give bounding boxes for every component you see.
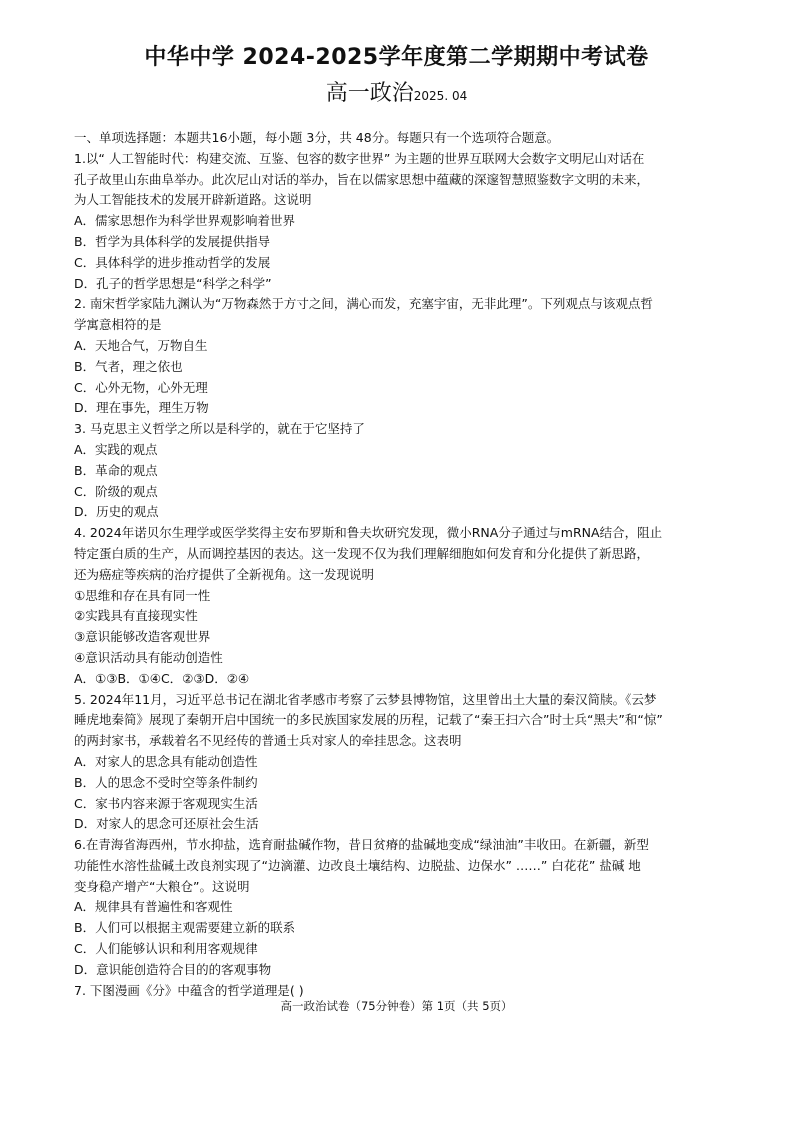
- text-line: 睡虎地秦简》展现了秦朝开启中国统一的多民族国家发展的历程，记载了“秦王扫六合”时士兵“黑夫”和“惊”: [74, 712, 663, 728]
- text-line: D．意识能创造符合目的的客观事物: [74, 961, 272, 977]
- text-line: 孔子故里山东曲阜举办。此次尼山对话的举办，旨在以儒家思想中蕴藏的深邃智慧照鉴数字文明的未来，: [74, 171, 650, 187]
- text-line: D．理在事先，理生万物: [74, 400, 209, 416]
- text-line: C．心外无物，心外无理: [74, 379, 208, 395]
- text-line: B．革命的观点: [74, 462, 158, 478]
- page-footer: 高一政治试卷（75分钟卷）第 1页（共 5页）: [280, 999, 513, 1013]
- text-line: 一、单项选择题：本题共16小题，每小题 3分，共 48分。每题只有一个选项符合题意。: [74, 130, 560, 145]
- text-line: 的两封家书，承载着名不见经传的普通士兵对家人的牵挂思念。这表明: [74, 733, 462, 749]
- exam-date: 2025. 04: [413, 89, 468, 103]
- exam-title: 中华中学 2024-2025学年度第二学期期中考试卷: [144, 45, 649, 70]
- text-line: A．实践的观点: [74, 441, 158, 457]
- text-line: 特定蛋白质的生产，从而调控基因的表达。这一发现不仅为我们理解细胞如何发育和分化提供了新思路，: [74, 545, 650, 561]
- text-line: 学寓意相符的是: [74, 317, 162, 333]
- text-line: 还为癌症等疾病的治疗提供了全新视角。这一发现说明: [74, 566, 375, 582]
- text-line: C．家书内容来源于客观现实生活: [74, 795, 258, 811]
- text-line: 2. 南宋哲学家陆九渊认为“万物森然于方寸之间，满心而发，充塞宇宙，无非此理”。下列观点与该观点哲: [74, 296, 653, 312]
- text-line: 6.在青海省海西州，节水抑盐，选育耐盐碱作物，昔日贫瘠的盐碱地变成“绿油油”丰收田。在新疆，新型: [74, 837, 649, 853]
- text-line: C．阶级的观点: [74, 483, 158, 499]
- text-line: ②实践具有直接现实性: [74, 608, 198, 624]
- question-body: [74, 128, 724, 1001]
- text-line: C．人们能够认识和利用客观规律: [74, 941, 258, 957]
- text-line: B．人的思念不受时空等条件制约: [74, 774, 258, 790]
- exam-subtitle: [0, 76, 793, 107]
- text-line: ①思维和存在具有同一性: [74, 587, 211, 603]
- text-line: C．具体科学的进步推动哲学的发展: [74, 254, 271, 270]
- text-line: 变身稳产增产“大粮仓”。这说明: [74, 878, 250, 894]
- text-line: 5. 2024年11月，习近平总书记在湖北省孝感市考察了云梦县博物馆，这里曾出土大量的秦汉简牍。《云梦: [74, 691, 657, 707]
- text-line: D．孔子的哲学思想是“科学之科学”: [74, 275, 272, 291]
- text-line: D．历史的观点: [74, 504, 159, 520]
- text-line: 1.以“ 人工智能时代：构建交流、互鉴、包容的数字世界” 为主题的世界互联网大会数字文明尼山对话在: [74, 150, 645, 166]
- text-line: A．①③B．①④C．②③D．②④: [74, 670, 250, 686]
- text-line: 3. 马克思主义哲学之所以是科学的，就在于它坚持了: [74, 421, 365, 437]
- text-line: B．哲学为具体科学的发展提供指导: [74, 233, 271, 249]
- text-line: 为人工智能技术的发展开辟新道路。这说明: [74, 192, 312, 208]
- text-line: A．儒家思想作为科学世界观影响着世界: [74, 213, 296, 229]
- text-line: A．规律具有普遍性和客观性: [74, 899, 233, 915]
- text-line: A．对家人的思念具有能动创造性: [74, 753, 258, 769]
- text-line: D．对家人的思念可还原社会生活: [74, 816, 259, 832]
- text-line: 4. 2024年诺贝尔生理学或医学奖得主安布罗斯和鲁夫坎研究发现，微小RNA分子通过与mRNA结合，阻止: [74, 525, 663, 541]
- subject-name: 高一政治: [325, 81, 414, 106]
- text-line: 7. 下图漫画《分》中蕴含的哲学道理是( ): [74, 982, 304, 998]
- text-line: ④意识活动具有能动创造性: [74, 649, 223, 665]
- text-line: ③意识能够改造客观世界: [74, 629, 211, 645]
- text-line: B．人们可以根据主观需要建立新的联系: [74, 920, 296, 936]
- text-line: 功能性水溶性盐碱土改良剂实现了“边滴灌、边改良土壤结构、边脱盐、边保水” ……” 白花花” 盐碱 地: [74, 857, 641, 873]
- text-line: B．气者，理之依也: [74, 358, 183, 374]
- text-line: A．天地合气，万物自生: [74, 337, 208, 353]
